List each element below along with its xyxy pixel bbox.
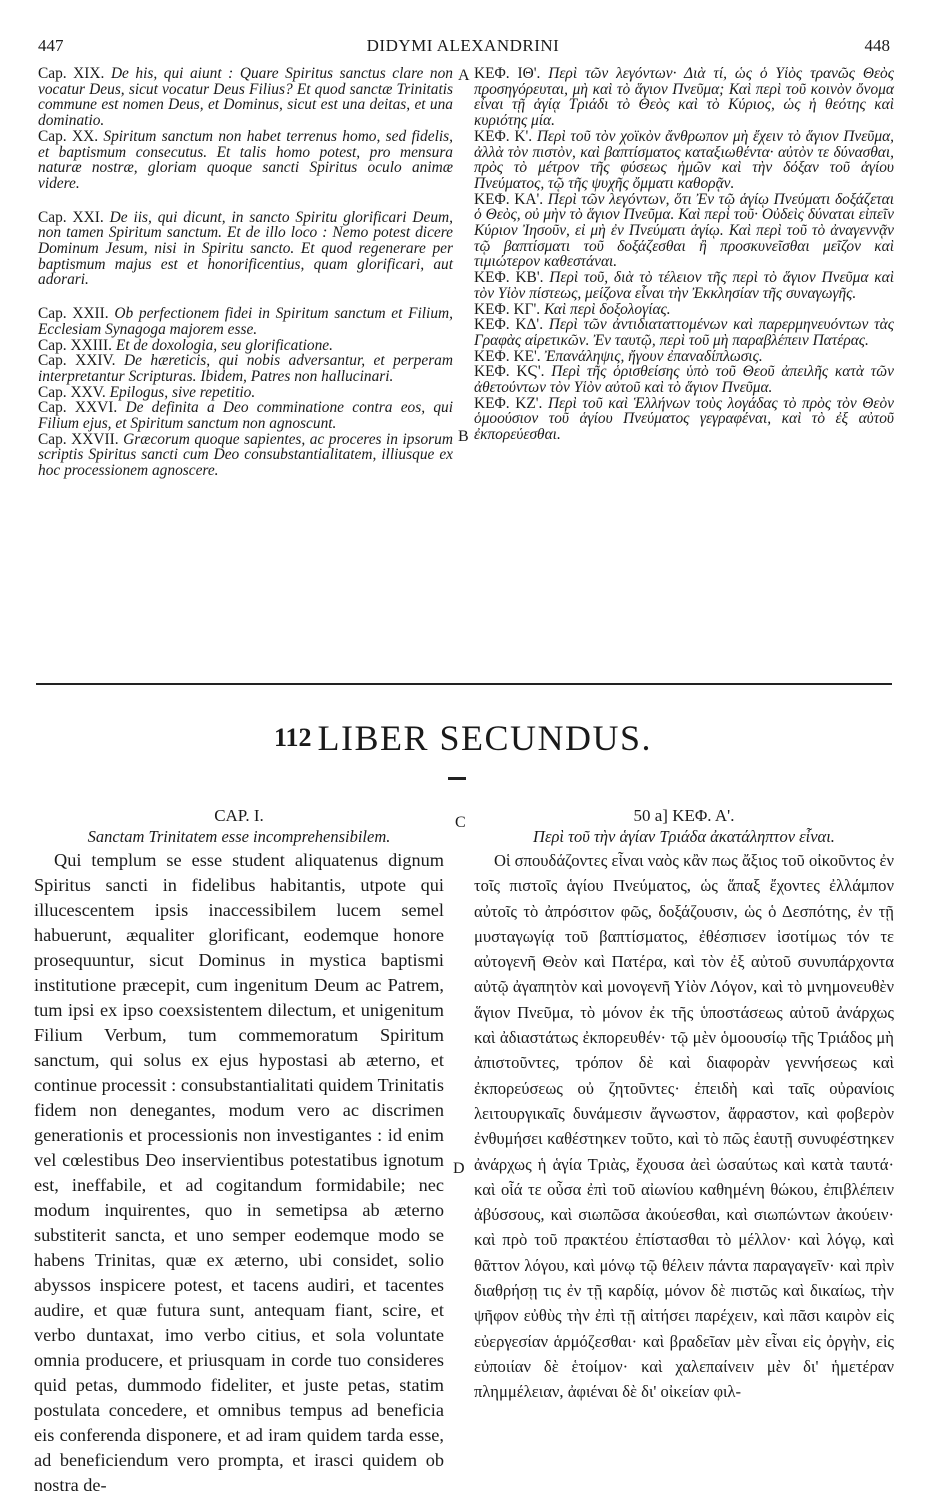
running-title: DIDYMI ALEXANDRINI [366, 36, 560, 55]
toc-cap-text: De definita a Deo comminatione contra eos, qui Filium ejus, et Spiritum sanctum non agnoscunt. [38, 399, 453, 433]
latin-toc-entry [38, 385, 453, 401]
toc-cap-text: Περὶ τῶν λεγόντων, ὅτι Ἐν τῷ ἁγίῳ Πνεύματι δοξάζεται ὁ Θεὸς, οὐ μὴν τὸ ἅγιον Πνεῦμα. Καὶ περὶ τοῦ· Οὐδεὶς δύναται εἰπεῖν Κύριον Ἰησοῦν, εἰ μὴ ἐν Πνεύματι ἁγίῳ. Καὶ περὶ τοῦ τὸ ἀναγεννᾷν τῷ βαπτίσματι τοῦ δοξάζεσθαι ἢ προσκυνεῖσθαι μεῖζον καὶ τιμιώτερον καθεστάναι. [474, 190, 894, 271]
greek-chapter [474, 806, 894, 1405]
toc-cap-number: Cap. XXV. [38, 383, 106, 401]
greek-toc-entry [474, 129, 894, 192]
toc-cap-text: De his, qui aiunt : Quare Spiritus sanctus clare non vocatur Deus, sicut vocatur Deus Filius? Et quod sanctæ Trinitatis commune est nomen Deus, et Dominus, sicut est una deitas, et una dominatio. [38, 65, 453, 130]
page-number-left: 447 [38, 36, 64, 55]
greek-toc-entry [474, 317, 894, 348]
toc-cap-text: Et de doxologia, seu glorificatione. [115, 336, 333, 354]
latin-toc-entry [38, 66, 453, 129]
greek-toc-entry [474, 66, 894, 129]
toc-cap-text: De hæreticis, qui nobis adversantur, et perperam interpretantur Scripturas. Ibidem, Patres non hallucinari. [38, 352, 453, 385]
toc-cap-number: Cap. XIX. [38, 65, 105, 82]
toc-cap-number: ΚΕΦ. ΚΒ'. [474, 269, 544, 287]
latin-toc-entry [38, 129, 453, 192]
toc-cap-text: Περὶ τῆς ὁρισθείσης ὑπὸ τοῦ Θεοῦ ἀπειλῆς κατὰ τῶν ἀθετούντων τὸν Υἱὸν αὐτοῦ καὶ τὸ ἅγιον Πνεῦμα. [474, 363, 894, 397]
chapter-body: Οἱ σπουδάζοντες εἶναι ναὸς κἂν πως ἄξιος τοῦ οἰκοῦντος ἐν τοῖς πιστοῖς ἁγίου Πνεύματος, ὡς ἅπαξ ἔχοντες ἐλλάμπον αὐτοῖς τὸ ἀπρόσιτον φῶς, δοξάζουσιν, ὡς ὁ Δεσπότης, ἐν τῇ μυσταγωγίᾳ τοῦ βαπτίσματος, ἐθέσπισεν ἰσοτίμως τόν τε αὐτογενῆ Θεὸν καὶ Πατέρα, καὶ τὸν ἐξ αὐτοῦ συνυπάρχοντα αὐτῷ ἀγαπητὸν καὶ μονογενῆ Υἱὸν Λόγον, καὶ τὸ μνημονευθὲν ἅγιον Πνεῦμα, τὸ μόνον ἐκ τῆς ὑποστάσεως αὐτοῦ ἀνάρχως καὶ ἀδιαστάτως ἐκπορευθέν· τῷ μὲν ὁμοουσίῳ τῆς Τριάδος μὴ ἀπιστοῦντες, τρόπον δὲ καὶ διαφορὰν γεννήσεως καὶ ἐκπορεύσεως οὐ ζητοῦντες· ἐπειδὴ καὶ ταῖς οὐρανίοις λειτουργικαῖς δυνάμεσιν ἄγνωστον, ἄφραστον, καὶ φοβερὸν ἐνθυμήσει καθέστηκεν τοῦτο, καὶ τὸ πῶς ἑαυτῇ συνυφέστηκεν ἀνάρχως ἡ ἁγία Τριὰς, ἔχουσα ἀεὶ ὡσαύτως καὶ κατὰ ταυτά· καὶ οἷά τε οὖσα ἐπὶ τοῦ αἰωνίου καθημένη θώκου, ἐπιβλέπειν ἀβύσσους, καὶ σιωπῶσα ἀκούεσθαι, καὶ σιωπώντων ἀκούειν· καὶ πρὸ τοῦ πρακτέου ἐπίστασθαι τὸ μέλλον· καὶ λόγῳ, καὶ θᾶττον λόγου, καὶ μόνῳ τῷ θέλειν πάντα παραγαγεῖν· καὶ πρὶν διαθρήσῃ τις ἐν τῇ καρδίᾳ, μόνον δὲ πιστῶς καὶ δικαίως, τὴν ψῆφον εὐθὺς τὴν ἐπὶ τῇ αἰτήσει παρέχειν, καὶ πᾶσι καιρὸν εἰς εὐεργεσίαν ἁρμόζεσθαι· καὶ βραδεῖαν μὲν εἶναι εἰς ὀργὴν, εἰς εὐποιίαν δὲ ἑτοίμον· καὶ χαλεπαίνειν μὲν δι' ἡμετέραν πλημμέλειαν, ἀφιέναι δὲ δι' οἰκείαν φιλ- [474, 851, 894, 1402]
toc-cap-number: ΚΕΦ. Κ'. [474, 127, 533, 145]
toc-cap-text: Καὶ περὶ δοξολογίας. [543, 300, 671, 318]
toc-cap-number: Cap. XXVI. [38, 399, 118, 417]
margin-letter-b: B [458, 428, 469, 445]
toc-cap-number: Cap. XXVII. [38, 430, 119, 448]
toc-cap-text: Περὶ τῶν λεγόντων· Διὰ τί, ὡς ὁ Υἱὸς τρανῶς Θεὸς προσηγόρευται, μὴ καὶ τὸ ἅγιον Πνεῦμα; Καὶ περὶ τοῦ κοινὸν ὄνομα εἶναι τῇ ἁγίᾳ Τριάδι τὸ Θεὸς καὶ τὸ Κύριος, ὡς ἡ θεότης καὶ κυριότης μία. [474, 65, 894, 130]
latin-chapter [34, 806, 444, 1498]
title-dash [448, 777, 466, 780]
toc-cap-text: Græcorum quoque sapientes, ac proceres in ipsorum scriptis Spiritus sancti cum Deo consubstantialitatem, illiusque ex hoc processionem agnoscere. [38, 430, 453, 480]
toc-cap-number: ΚΕΦ. ΙΘ'. [474, 65, 541, 82]
toc-cap-number: Cap. XXI. [38, 208, 104, 226]
latin-toc-entry [38, 338, 453, 354]
latin-toc-entry [38, 432, 453, 479]
toc-cap-number: ΚΕΦ. ΚΑ'. [474, 190, 544, 208]
toc-cap-number: ΚΕΦ. ΚΕ'. [474, 347, 541, 365]
latin-toc-entry [38, 400, 453, 431]
toc-cap-number: ΚΕΦ. ΚΓ'. [474, 300, 541, 318]
greek-chapter-list [474, 66, 894, 443]
greek-toc-entry [474, 302, 894, 318]
toc-cap-text: Ob perfectionem fidei in Spiritum sanctum et Filium, Ecclesiam Synagoga majorem esse. [38, 305, 453, 338]
greek-toc-entry [474, 349, 894, 365]
chapter-heading: 50 a] ΚΕΦ. Α'. [633, 806, 735, 825]
latin-toc-entry [38, 306, 453, 337]
latin-toc-entry [38, 210, 453, 289]
toc-cap-text: De iis, qui dicunt, in sancto Spiritu glorificari Deum, non tamen Spiritum sanctum. Et de illo loco : Nemo potest dicere Dominum Jesum, nisi in Spiritu sancto. Et quod regenerare per baptismum majus est et honorificentius, quam glorificari, aut adorari. [38, 208, 453, 289]
toc-cap-number: ΚΕΦ. ΚϚ'. [474, 363, 545, 381]
latin-chapter-list [38, 66, 453, 479]
chapter-heading: CAP. I. [214, 806, 264, 825]
section-divider [36, 683, 892, 685]
toc-cap-text: Περὶ τῶν ἀντιδιαταττομένων καὶ παρερμηνευόντων τὰς Γραφὰς αἱρετικῶν. Ἐν ταυτῷ, περὶ τοῦ μὴ παραβλέπειν Πατέρας. [474, 316, 894, 349]
book-column-number: 112 [273, 723, 312, 752]
toc-cap-text: Epilogus, sive repetitio. [109, 383, 256, 401]
chapter-body: Qui templum se esse student aliquatenus dignum Spiritus sancti in fidelibus habitantis, utpote qui illucescentem ipsis inaccessibilem lucem semel habuerunt, æqualiter glorificant, eodemque honore prosequuntur, sicut Dominus in mystica baptismi institutione præcepit, cum ingenitum Deum ac Patrem, tum ipsi ex ipso coexsistentem dilectum, et unigenitum Filium Verbum, tum commemoratum Spiritum sanctum, qui solus ex ejus hypostasi ab æterno, et continue processit : consubstantialitati quidem Trinitatis fidem non denegantes, modum vero ac discrimen generationis et processionis non investigantes : id enim vel cœlestibus Deo inservientibus potestatibus ignotum est, ineffabile, et ad cogitandum formidabile; nec modum inquirentes, quo in semetipsa ab æterno substiterit sancta, et uno semper eodemque modo se habens Trinitas, quæ ex æterno, ubi considet, solio abyssos inspicere potest, et tacens audiri, et tacentes audire, et quæ futura sunt, antequam fiant, scire, et verbo duntaxat, imo verbo citius, et sola voluntate omnia producere, et priusquam in corde tuo consideres quid petas, dummodo fideliter, et juste petas, statim postulata concedere, et omnibus tempus ad beneficia eis conferenda disponere, et ad iram quidem tarda esse, ad beneficiendum vero prompta, et irasci quidem ob nostra de- [34, 850, 444, 1495]
toc-cap-number: Cap. XXII. [38, 305, 109, 323]
book-title [0, 717, 926, 759]
toc-cap-text: Spiritum sanctum non habet terrenus homo, sed fidelis, et baptismum consecutus. Et talis homo potest, pro mensura naturæ nostræ, gloriam quoque sancti Spiritus oculo animæ videre. [38, 127, 453, 192]
chapter-subtitle: Περὶ τοῦ τὴν ἁγίαν Τριάδα ἀκατάληπτον εἶναι. [533, 827, 835, 846]
latin-toc-entry [38, 353, 453, 384]
toc-cap-number: Cap. XXIII. [38, 336, 112, 354]
toc-cap-number: ΚΕΦ. ΚΔ'. [474, 316, 544, 334]
greek-toc-entry [474, 364, 894, 395]
toc-cap-text: Ἐπανάληψις, ἤγουν ἐπαναδίπλωσις. [544, 347, 763, 365]
margin-letter-a: A [458, 67, 470, 84]
margin-letter-d: D [453, 1160, 465, 1177]
toc-cap-text: Περὶ τοῦ καὶ Ἑλλήνων τοὺς λογάδας τὸ πρὸς τὸν Θεὸν ὁμοούσιον τοῦ ἁγίου Πνεύματος γεγραφέναι, καὶ τὸ ἐξ αὐτοῦ ἐκπορεύεσθαι. [474, 394, 894, 444]
greek-toc-entry [474, 396, 894, 443]
margin-letter-c: C [455, 814, 466, 831]
toc-cap-number: Cap. XX. [38, 127, 99, 145]
toc-cap-text: Περὶ τοῦ τὸν χοϊκὸν ἄνθρωπον μὴ ἔχειν τὸ ἅγιον Πνεῦμα, ἀλλὰ τὸν πιστὸν, καὶ βαπτίσματος καταξιωθέντα· αὐτὸν τε δύνασθαι, πρὸς τὸ μέτρον τῆς φύσεως ἡμῶν καὶ τὴν δόξαν τοῦ ἁγίου Πνεύματος, τῷ τῆς ψυχῆς ὄμματι καθορᾷν. [474, 127, 894, 192]
chapter-subtitle: Sanctam Trinitatem esse incomprehensibilem. [87, 827, 391, 846]
toc-cap-text: Περὶ τοῦ, διὰ τὸ τέλειον τῆς περὶ τὸ ἅγιον Πνεῦμα καὶ τὸν Υἱὸν πίστεως, μείζονα εἶναι τὴν Ἐκκλησίαν τῆς συναγωγῆς. [474, 269, 894, 302]
page-number-right: 448 [864, 36, 890, 55]
greek-toc-entry [474, 270, 894, 301]
toc-cap-number: Cap. XXIV. [38, 352, 116, 370]
greek-toc-entry [474, 192, 894, 271]
book-name: LIBER SECUNDUS. [317, 718, 653, 758]
toc-cap-number: ΚΕΦ. ΚΖ'. [474, 394, 543, 412]
running-header [0, 36, 926, 60]
